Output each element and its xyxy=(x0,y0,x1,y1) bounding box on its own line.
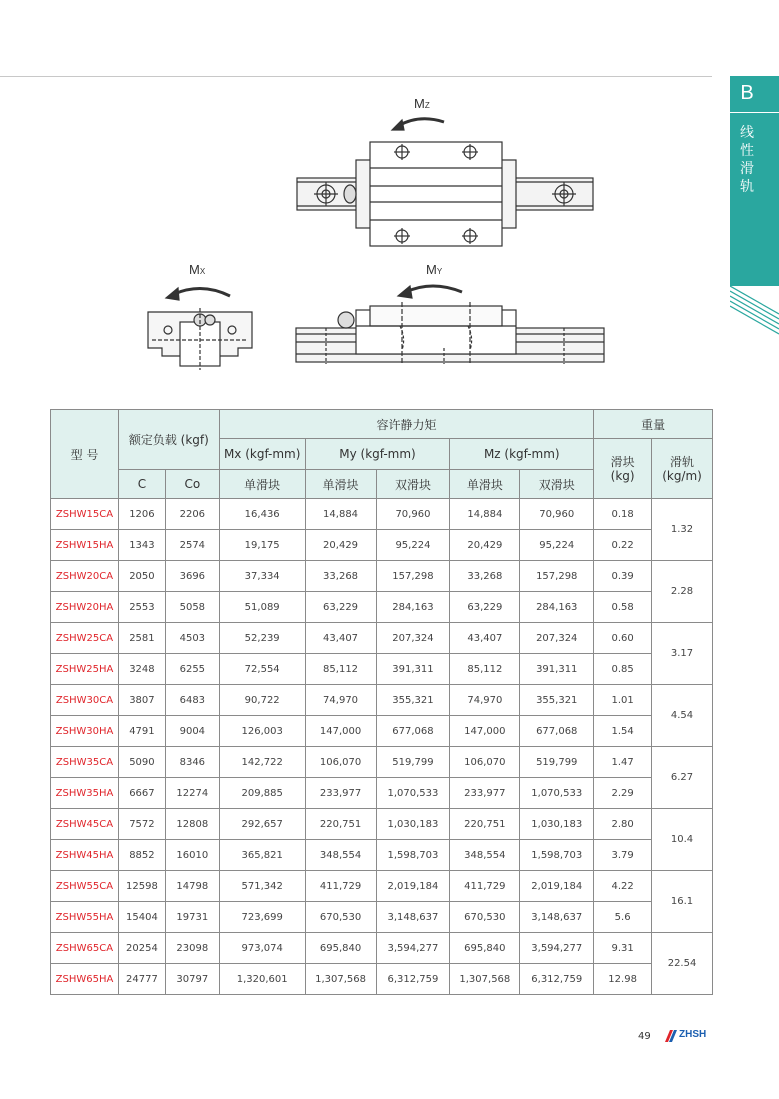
table-row xyxy=(51,840,713,871)
cell-mx: 90,722 xyxy=(219,685,305,716)
cell-co: 4503 xyxy=(165,623,219,654)
cell-co: 23098 xyxy=(165,933,219,964)
cell-mz2: 2,019,184 xyxy=(520,871,594,902)
cell-my1: 33,268 xyxy=(305,561,376,592)
cell-c: 20254 xyxy=(118,933,165,964)
cell-my1: 348,554 xyxy=(305,840,376,871)
table-row xyxy=(51,964,713,995)
cell-mz1: 695,840 xyxy=(450,933,520,964)
cell-mz2: 3,148,637 xyxy=(520,902,594,933)
cell-my1: 670,530 xyxy=(305,902,376,933)
cell-mx: 52,239 xyxy=(219,623,305,654)
table-row xyxy=(51,933,713,964)
cell-model: ZSHW55HA xyxy=(51,902,119,933)
cell-c: 2581 xyxy=(118,623,165,654)
cell-model: ZSHW30CA xyxy=(51,685,119,716)
cell-mz2: 1,070,533 xyxy=(520,778,594,809)
cell-mz1: 1,307,568 xyxy=(450,964,520,995)
cell-mz2: 355,321 xyxy=(520,685,594,716)
cell-my2: 1,070,533 xyxy=(376,778,450,809)
table-row xyxy=(51,747,713,778)
cell-c: 15404 xyxy=(118,902,165,933)
table-row xyxy=(51,871,713,902)
co-header: Co xyxy=(165,470,219,499)
cell-c: 2553 xyxy=(118,592,165,623)
top-rule xyxy=(0,76,712,77)
section-letter: B xyxy=(740,82,754,104)
cell-co: 6255 xyxy=(165,654,219,685)
cell-block: 9.31 xyxy=(594,933,652,964)
cell-mx: 19,175 xyxy=(219,530,305,561)
cell-mx: 16,436 xyxy=(219,499,305,530)
cell-my1: 14,884 xyxy=(305,499,376,530)
section-title: 线 性 滑 轨 xyxy=(740,125,754,195)
cell-mz2: 284,163 xyxy=(520,592,594,623)
cell-my1: 43,407 xyxy=(305,623,376,654)
cell-co: 14798 xyxy=(165,871,219,902)
cell-c: 1343 xyxy=(118,530,165,561)
cell-mz2: 6,312,759 xyxy=(520,964,594,995)
brand-name: ZHSH xyxy=(679,1029,707,1040)
cell-model: ZSHW65CA xyxy=(51,933,119,964)
cell-mz2: 1,030,183 xyxy=(520,809,594,840)
table-row xyxy=(51,530,713,561)
cell-my2: 6,312,759 xyxy=(376,964,450,995)
cell-co: 16010 xyxy=(165,840,219,871)
cell-my2: 355,321 xyxy=(376,685,450,716)
cell-rail: 16.1 xyxy=(652,871,713,933)
my-single-header: 单滑块 xyxy=(305,470,376,499)
cell-model: ZSHW45HA xyxy=(51,840,119,871)
cell-mx: 37,334 xyxy=(219,561,305,592)
model-header: 型 号 xyxy=(51,410,119,499)
cell-my1: 106,070 xyxy=(305,747,376,778)
decorative-stripes xyxy=(730,286,779,336)
cell-c: 2050 xyxy=(118,561,165,592)
my-side-view-drawing xyxy=(294,278,606,368)
rail-weight-header: 滑轨 (kg/m) xyxy=(652,439,713,499)
cell-mx: 142,722 xyxy=(219,747,305,778)
cell-mz1: 43,407 xyxy=(450,623,520,654)
cell-rail: 1.32 xyxy=(652,499,713,561)
cell-mz1: 348,554 xyxy=(450,840,520,871)
cell-co: 3696 xyxy=(165,561,219,592)
table-row xyxy=(51,561,713,592)
cell-co: 12808 xyxy=(165,809,219,840)
cell-co: 2206 xyxy=(165,499,219,530)
cell-model: ZSHW15HA xyxy=(51,530,119,561)
cell-co: 19731 xyxy=(165,902,219,933)
cell-c: 7572 xyxy=(118,809,165,840)
table-row xyxy=(51,685,713,716)
cell-my2: 677,068 xyxy=(376,716,450,747)
cell-mz2: 157,298 xyxy=(520,561,594,592)
cell-block: 0.60 xyxy=(594,623,652,654)
cell-model: ZSHW20CA xyxy=(51,561,119,592)
cell-c: 1206 xyxy=(118,499,165,530)
cell-mz1: 20,429 xyxy=(450,530,520,561)
cell-my1: 85,112 xyxy=(305,654,376,685)
cell-block: 0.22 xyxy=(594,530,652,561)
cell-rail: 10.4 xyxy=(652,809,713,871)
cell-co: 30797 xyxy=(165,964,219,995)
cell-mx: 571,342 xyxy=(219,871,305,902)
table-row xyxy=(51,592,713,623)
table-row xyxy=(51,499,713,530)
cell-rail: 3.17 xyxy=(652,623,713,685)
cell-block: 2.80 xyxy=(594,809,652,840)
cell-c: 6667 xyxy=(118,778,165,809)
cell-model: ZSHW35CA xyxy=(51,747,119,778)
cell-model: ZSHW25HA xyxy=(51,654,119,685)
cell-my1: 20,429 xyxy=(305,530,376,561)
cell-mz1: 147,000 xyxy=(450,716,520,747)
table-row xyxy=(51,623,713,654)
cell-co: 2574 xyxy=(165,530,219,561)
cell-mz2: 677,068 xyxy=(520,716,594,747)
mz-label: MZ xyxy=(414,96,430,111)
cell-c: 24777 xyxy=(118,964,165,995)
mz-header: Mz (kgf-mm) xyxy=(450,439,594,470)
cell-rail: 2.28 xyxy=(652,561,713,623)
table-row xyxy=(51,809,713,840)
cell-mz2: 391,311 xyxy=(520,654,594,685)
cell-block: 1.54 xyxy=(594,716,652,747)
cell-model: ZSHW55CA xyxy=(51,871,119,902)
cell-block: 0.18 xyxy=(594,499,652,530)
brand-logo xyxy=(663,1029,713,1043)
mx-label: MX xyxy=(189,262,206,277)
cell-block: 2.29 xyxy=(594,778,652,809)
cell-my2: 3,594,277 xyxy=(376,933,450,964)
mz-single-header: 单滑块 xyxy=(450,470,520,499)
section-tab-divider xyxy=(730,112,779,113)
my-label: MY xyxy=(426,262,443,277)
cell-co: 12274 xyxy=(165,778,219,809)
cell-mz1: 411,729 xyxy=(450,871,520,902)
cell-my2: 391,311 xyxy=(376,654,450,685)
cell-rail: 4.54 xyxy=(652,685,713,747)
table-row xyxy=(51,654,713,685)
cell-my1: 1,307,568 xyxy=(305,964,376,995)
cell-my1: 74,970 xyxy=(305,685,376,716)
cell-model: ZSHW25CA xyxy=(51,623,119,654)
cell-my2: 207,324 xyxy=(376,623,450,654)
cell-my2: 1,598,703 xyxy=(376,840,450,871)
my-header: My (kgf-mm) xyxy=(305,439,450,470)
cell-mx: 292,657 xyxy=(219,809,305,840)
specification-table xyxy=(50,409,713,995)
cell-my2: 519,799 xyxy=(376,747,450,778)
cell-block: 0.39 xyxy=(594,561,652,592)
cell-c: 4791 xyxy=(118,716,165,747)
cell-model: ZSHW35HA xyxy=(51,778,119,809)
cell-mz2: 70,960 xyxy=(520,499,594,530)
cell-co: 9004 xyxy=(165,716,219,747)
cell-my1: 695,840 xyxy=(305,933,376,964)
cell-my2: 157,298 xyxy=(376,561,450,592)
mx-end-view-drawing xyxy=(142,278,258,370)
cell-my2: 95,224 xyxy=(376,530,450,561)
cell-model: ZSHW15CA xyxy=(51,499,119,530)
cell-rail: 6.27 xyxy=(652,747,713,809)
specification-table-body xyxy=(51,499,713,995)
cell-my1: 220,751 xyxy=(305,809,376,840)
cell-model: ZSHW30HA xyxy=(51,716,119,747)
cell-c: 3807 xyxy=(118,685,165,716)
cell-mz1: 85,112 xyxy=(450,654,520,685)
cell-mx: 51,089 xyxy=(219,592,305,623)
cell-mx: 72,554 xyxy=(219,654,305,685)
rated-load-header: 额定负载 (kgf) xyxy=(118,410,219,470)
cell-c: 8852 xyxy=(118,840,165,871)
cell-mx: 973,074 xyxy=(219,933,305,964)
cell-mz2: 1,598,703 xyxy=(520,840,594,871)
cell-c: 12598 xyxy=(118,871,165,902)
cell-my2: 2,019,184 xyxy=(376,871,450,902)
cell-mz1: 14,884 xyxy=(450,499,520,530)
my-double-header: 双滑块 xyxy=(376,470,450,499)
cell-co: 8346 xyxy=(165,747,219,778)
static-moment-header: 容许静力矩 xyxy=(219,410,593,439)
table-row xyxy=(51,778,713,809)
cell-mz2: 95,224 xyxy=(520,530,594,561)
cell-mx: 209,885 xyxy=(219,778,305,809)
cell-my2: 284,163 xyxy=(376,592,450,623)
section-tab xyxy=(730,76,779,286)
cell-mz2: 519,799 xyxy=(520,747,594,778)
cell-rail: 22.54 xyxy=(652,933,713,995)
cell-block: 12.98 xyxy=(594,964,652,995)
cell-block: 4.22 xyxy=(594,871,652,902)
mz-top-view-drawing xyxy=(294,110,596,262)
mx-header: Mx (kgf-mm) xyxy=(219,439,305,470)
cell-mz1: 670,530 xyxy=(450,902,520,933)
brand-logo-icon xyxy=(663,1029,677,1043)
cell-my1: 233,977 xyxy=(305,778,376,809)
cell-my1: 411,729 xyxy=(305,871,376,902)
cell-co: 6483 xyxy=(165,685,219,716)
c-header: C xyxy=(118,470,165,499)
cell-block: 0.58 xyxy=(594,592,652,623)
table-row xyxy=(51,902,713,933)
table-row xyxy=(51,716,713,747)
cell-mx: 1,320,601 xyxy=(219,964,305,995)
mx-single-header: 单滑块 xyxy=(219,470,305,499)
cell-model: ZSHW45CA xyxy=(51,809,119,840)
cell-mz1: 220,751 xyxy=(450,809,520,840)
cell-model: ZSHW65HA xyxy=(51,964,119,995)
cell-block: 5.6 xyxy=(594,902,652,933)
cell-my1: 147,000 xyxy=(305,716,376,747)
page-number: 49 xyxy=(638,1031,651,1042)
cell-mz2: 3,594,277 xyxy=(520,933,594,964)
mz-double-header: 双滑块 xyxy=(520,470,594,499)
cell-mz1: 106,070 xyxy=(450,747,520,778)
cell-mz1: 33,268 xyxy=(450,561,520,592)
block-weight-header: 滑块 (kg) xyxy=(594,439,652,499)
cell-mz1: 74,970 xyxy=(450,685,520,716)
cell-model: ZSHW20HA xyxy=(51,592,119,623)
cell-mz1: 233,977 xyxy=(450,778,520,809)
cell-c: 5090 xyxy=(118,747,165,778)
cell-block: 3.79 xyxy=(594,840,652,871)
cell-my2: 1,030,183 xyxy=(376,809,450,840)
cell-c: 3248 xyxy=(118,654,165,685)
cell-my2: 70,960 xyxy=(376,499,450,530)
cell-block: 1.01 xyxy=(594,685,652,716)
weight-header: 重量 xyxy=(594,410,713,439)
cell-co: 5058 xyxy=(165,592,219,623)
cell-block: 0.85 xyxy=(594,654,652,685)
cell-mx: 723,699 xyxy=(219,902,305,933)
cell-mx: 126,003 xyxy=(219,716,305,747)
cell-block: 1.47 xyxy=(594,747,652,778)
cell-my1: 63,229 xyxy=(305,592,376,623)
cell-my2: 3,148,637 xyxy=(376,902,450,933)
cell-mx: 365,821 xyxy=(219,840,305,871)
cell-mz2: 207,324 xyxy=(520,623,594,654)
cell-mz1: 63,229 xyxy=(450,592,520,623)
